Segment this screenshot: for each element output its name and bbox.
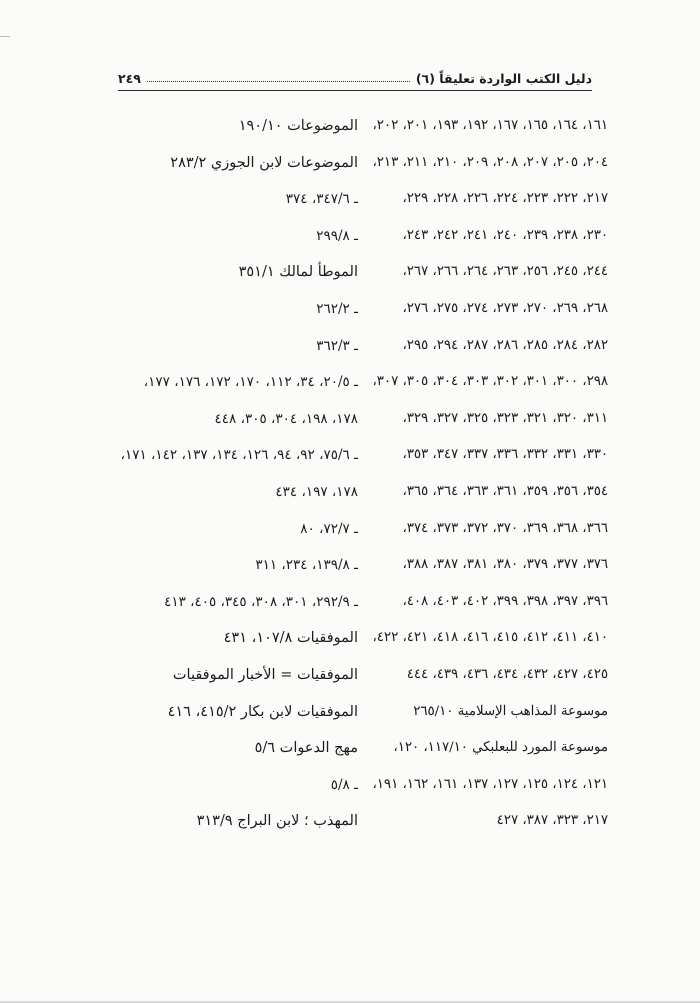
index-line: ـ ٧٥/٦، ٩٢، ٩٤، ١٢٦، ١٣٤، ١٣٧، ١٤٢، ١٧١،	[120, 447, 358, 464]
scan-mark	[0, 36, 10, 37]
index-entry: الموفقيات ١٠٧/٨، ٤٣١	[223, 630, 358, 647]
index-entry: مهج الدعوات ٥/٦	[254, 740, 358, 757]
index-line: ٣٣٠، ٣٣١، ٣٣٢، ٣٣٦، ٣٣٧، ٣٤٧، ٣٥٣،	[402, 447, 608, 463]
running-header	[118, 64, 592, 91]
index-column-right	[368, 108, 608, 840]
index-line: ٢٠٤، ٢٠٥، ٢٠٧، ٢٠٨، ٢٠٩، ٢١٠، ٢١١، ٢١٣،	[372, 154, 608, 170]
index-line: ٢٣٠، ٢٣٨، ٢٣٩، ٢٤٠، ٢٤١، ٢٤٢، ٢٤٣،	[402, 227, 608, 243]
index-entry: الموفقيات لابن بكار ٤١٥/٢، ٤١٦	[167, 703, 358, 720]
index-line: ٣١١، ٣٢٠، ٣٢١، ٣٢٣، ٣٢٥، ٣٢٧، ٣٢٩،	[402, 410, 608, 426]
index-line: ٣٥٤، ٣٥٦، ٣٥٩، ٣٦١، ٣٦٣، ٣٦٤، ٣٦٥،	[402, 483, 608, 499]
index-line: ـ ٧٢/٧، ٨٠	[300, 520, 358, 537]
index-entry: الموضوعات لابن الجوزي ٢٨٣/٢	[170, 154, 358, 171]
page-number: ٢٤٩	[118, 71, 141, 86]
index-line: ـ ٢٠/٥، ٣٤، ١١٢، ١٧٠، ١٧٢، ١٧٦، ١٧٧،	[143, 374, 358, 391]
index-line: ـ ٥/٨	[330, 776, 358, 793]
index-line: ـ ٢٦٢/٢	[316, 300, 358, 317]
index-line: ـ ٣٤٧/٦، ٣٧٤	[285, 191, 358, 208]
index-line: ٢١٧، ٢٢٢، ٢٢٣، ٢٢٤، ٢٢٦، ٢٢٨، ٢٢٩،	[402, 191, 608, 207]
index-line: ـ ٣٦٢/٣	[316, 337, 358, 354]
index-line: ٣٦٦، ٣٦٨، ٣٦٩، ٣٧٠، ٣٧٢، ٣٧٣، ٣٧٤،	[402, 520, 608, 536]
index-entry: الموفقيات = الأخبار الموفقيات	[172, 666, 358, 683]
index-column-left	[108, 108, 358, 840]
index-line: ـ ١٣٩/٨، ٢٣٤، ٣١١	[255, 557, 358, 574]
index-entry: موسوعة المورد للبعلبكي ١١٧/١٠، ١٢٠،	[393, 740, 608, 756]
index-line: ـ ٢٩٩/٨	[316, 227, 358, 244]
index-line: ٢٩٨، ٣٠٠، ٣٠١، ٣٠٢، ٣٠٣، ٣٠٤، ٣٠٥، ٣٠٧،	[372, 374, 608, 390]
index-line: ـ ٢٩٢/٩، ٣٠١، ٣٠٨، ٣٤٥، ٤٠٥، ٤١٣	[164, 593, 358, 610]
index-entry: المهذب ؛ لابن البراج ٣١٣/٩	[196, 813, 358, 830]
index-entry: موسوعة المذاهب الإسلامية ٢٦٥/١٠	[413, 703, 608, 719]
index-line: ٢٨٢، ٢٨٤، ٢٨٥، ٢٨٦، ٢٨٧، ٢٩٤، ٢٩٥،	[402, 337, 608, 353]
index-line: ١٧٨، ١٩٨، ٣٠٤، ٣٠٥، ٤٤٨	[214, 410, 358, 427]
index-line: ٢٦٨، ٢٦٩، ٢٧٠، ٢٧٣، ٢٧٤، ٢٧٥، ٢٧٦،	[402, 300, 608, 316]
index-line: ١٦١، ١٦٤، ١٦٥، ١٦٧، ١٩٢، ١٩٣، ٢٠١، ٢٠٢،	[372, 118, 608, 133]
index-line: ١٢١، ١٢٤، ١٢٥، ١٢٧، ١٣٧، ١٦١، ١٦٢، ١٩١،	[372, 776, 608, 792]
index-line: ١٧٨، ١٩٧، ٤٣٤	[275, 483, 358, 500]
index-line: ٢٤٤، ٢٤٥، ٢٥٦، ٢٦٣، ٢٦٤، ٢٦٦، ٢٦٧،	[402, 264, 608, 280]
index-line: ٤٢٥، ٤٢٧، ٤٣٢، ٤٣٤، ٤٣٦، ٤٣٩، ٤٤٤	[406, 666, 608, 682]
index-line: ٤١٠، ٤١١، ٤١٢، ٤١٥، ٤١٦، ٤١٨، ٤٢١، ٤٢٢،	[372, 630, 608, 646]
index-entry: الموطأ لمالك ٣٥١/١	[238, 264, 358, 281]
index-line: ٣٧٦، ٣٧٧، ٣٧٩، ٣٨٠، ٣٨١، ٣٨٧، ٣٨٨،	[402, 557, 608, 573]
index-line: ٣٩٦، ٣٩٧، ٣٩٨، ٣٩٩، ٤٠٢، ٤٠٣، ٤٠٨،	[402, 593, 608, 609]
index-line: ٢١٧، ٣٢٣، ٣٨٧، ٤٢٧	[496, 813, 608, 829]
header-dot-leader	[147, 81, 410, 82]
index-entry: الموضوعات ١٩٠/١٠	[238, 118, 358, 134]
header-title: دليل الكتب الواردة تعليقاً (٦)	[415, 71, 592, 86]
